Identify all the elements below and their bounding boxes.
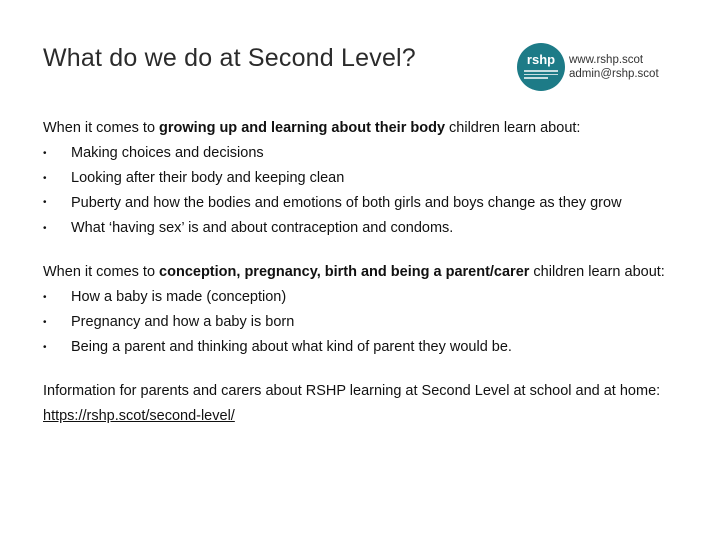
logo-contact [569, 53, 659, 81]
section1-list [43, 141, 683, 241]
list-item: • Pregnancy and how a baby is born [43, 310, 683, 335]
second-level-link[interactable]: https://rshp.scot/second-level/ [43, 408, 235, 424]
section1-intro: When it comes to growing up and learning about their body children learn about: [43, 120, 581, 136]
list-item: • What ‘having sex’ is and about contraception and condoms. [43, 216, 683, 241]
list-item: • Puberty and how the bodies and emotions of both girls and boys change as they grow [43, 191, 683, 216]
rshp-logo [517, 43, 682, 93]
list-item: • Making choices and decisions [43, 141, 683, 166]
section2-intro: When it comes to conception, pregnancy, birth and being a parent/carer children learn about: [43, 264, 665, 280]
body-content [43, 116, 683, 429]
page-title: What do we do at Second Level? [43, 44, 416, 72]
list-item: • Being a parent and thinking about what kind of parent they would be. [43, 335, 683, 360]
logo-circle [517, 43, 565, 91]
section2-list [43, 285, 683, 360]
list-item: • Looking after their body and keeping clean [43, 166, 683, 191]
list-item: • How a baby is made (conception) [43, 285, 683, 310]
footer-info: Information for parents and carers about RSHP learning at Second Level at school and at home: https://rshp.scot/second-level/ [43, 383, 661, 424]
logo-wordmark: rshp [526, 52, 556, 67]
logo-email: admin@rshp.scot [569, 68, 659, 80]
logo-website: www.rshp.scot [569, 54, 644, 66]
logo-tagline-lines [524, 70, 558, 81]
